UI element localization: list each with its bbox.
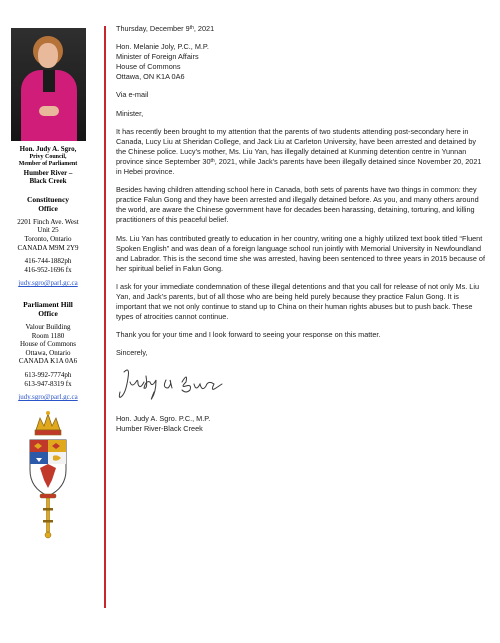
parliament-phone: 613-992-7774ph: [24, 370, 72, 379]
recipient-line-2: Minister of Foreign Affairs: [116, 52, 199, 62]
paragraph-5: Thank you for your time and I look forward to seeing your response on this matter.: [116, 330, 381, 340]
parliament-office-title-2: Office: [38, 308, 58, 318]
signer-riding: Humber River-Black Creek: [116, 423, 203, 433]
parliament-fax: 613-947-8319 fx: [24, 379, 72, 388]
constituency-phone: 416-744-1882ph: [24, 257, 72, 266]
recipient-line-3: House of Commons: [116, 62, 181, 72]
constituency-address-3: Toronto, Ontario: [24, 234, 72, 243]
handwritten-signature: [116, 362, 226, 406]
margin-rule: [104, 26, 106, 608]
delivery-method: Via e-mail: [116, 90, 149, 100]
parliament-address-3: House of Commons: [20, 340, 76, 349]
paragraph-1: It has recently been brought to my attention that the parents of two students attending post-secondary here in Canada, Lucy Liu at Sheridan College, and Jack Liu at Carleton University, have been arrested and detained by the Chinese police. Lucy’s mother, Ms. Liu Yan, has illegally detained at Kunming detention centre in Yunnan province since September 30th, 2021, while Jack’s parents have been illegally detained since November 20, 2021 in Hebei province.: [116, 126, 482, 177]
mp-name: Hon. Judy A. Sgro,: [19, 145, 77, 153]
mp-portrait-photo: [11, 28, 86, 141]
signer-name: Hon. Judy A. Sgro. P.C., M.P.: [116, 413, 211, 423]
letter-body: [116, 24, 488, 434]
parliament-address-5: CANADA K1A 0A6: [18, 357, 78, 366]
constituency-address-2: Unit 25: [37, 226, 59, 235]
paragraph-4: I ask for your immediate condemnation of these illegal detentions and that you call for release of not only Ms. Liu Yan, and Jack’s parents, but of all those who are being held purely because they practice Falun Gong. It is important that we not only continue to stand up to China on their human rights abuses but to push back. These types of atrocities cannot continue.: [116, 281, 480, 322]
constituency-address-1: 2201 Finch Ave. West: [17, 217, 79, 226]
paragraph-2: Besides having children attending school here in Canada, both sets of parents have two things in common: they practice Falun Gong and they have been arrested and illegally detained before. As you, and many others around the world, are aware the Chinese government have for decades been harassing, detaining, torturing, and killing practitioners of this peaceful belief.: [116, 185, 479, 225]
constituency-email-link[interactable]: judy.sgro@parl.gc.ca: [18, 279, 78, 288]
salutation: Minister,: [116, 108, 144, 118]
parliament-office-title: Parliament Hill: [23, 299, 73, 309]
mp-riding-2: Black Creek: [29, 177, 67, 186]
parliament-email-link[interactable]: judy.sgro@parl.gc.ca: [18, 393, 78, 402]
mp-riding: Humber River –: [23, 168, 73, 177]
constituency-office-title-2: Office: [38, 203, 58, 213]
sidebar: [4, 28, 92, 550]
parliament-address-4: Ottawa, Ontario: [25, 348, 71, 357]
mp-role-1: Privy Council,: [29, 153, 67, 160]
recipient-address: [116, 42, 488, 82]
recipient-line-4: Ottawa, ON K1A 0A6: [116, 72, 185, 82]
recipient-line-1: Hon. Melanie Joly, P.C., M.P.: [116, 42, 209, 52]
parliament-address-2: Room 1180: [31, 331, 65, 340]
parliament-address-1: Valour Building: [25, 322, 71, 331]
mp-role-2: Member of Parliament: [18, 161, 78, 168]
letter-date: Thursday, December 9th, 2021: [116, 24, 215, 33]
constituency-address-4: CANADA M9M 2Y9: [17, 243, 79, 252]
constituency-fax: 416-952-1696 fx: [24, 265, 72, 274]
paragraph-3: Ms. Liu Yan has contributed greatly to education in her country, writing one a highly utilized text book titled “Fluent Spoken English” and was dean of a foreign language school run jointly with Memorial University in Newfoundland and Labrador. This is the second time she was arrested, having been sentenced to three years in 2015 because of her spiritual belief in Falun Gong.: [116, 233, 485, 273]
constituency-office-title: Constituency: [26, 194, 70, 204]
closing: Sincerely,: [116, 348, 148, 358]
house-of-commons-crest-icon: [18, 408, 78, 548]
